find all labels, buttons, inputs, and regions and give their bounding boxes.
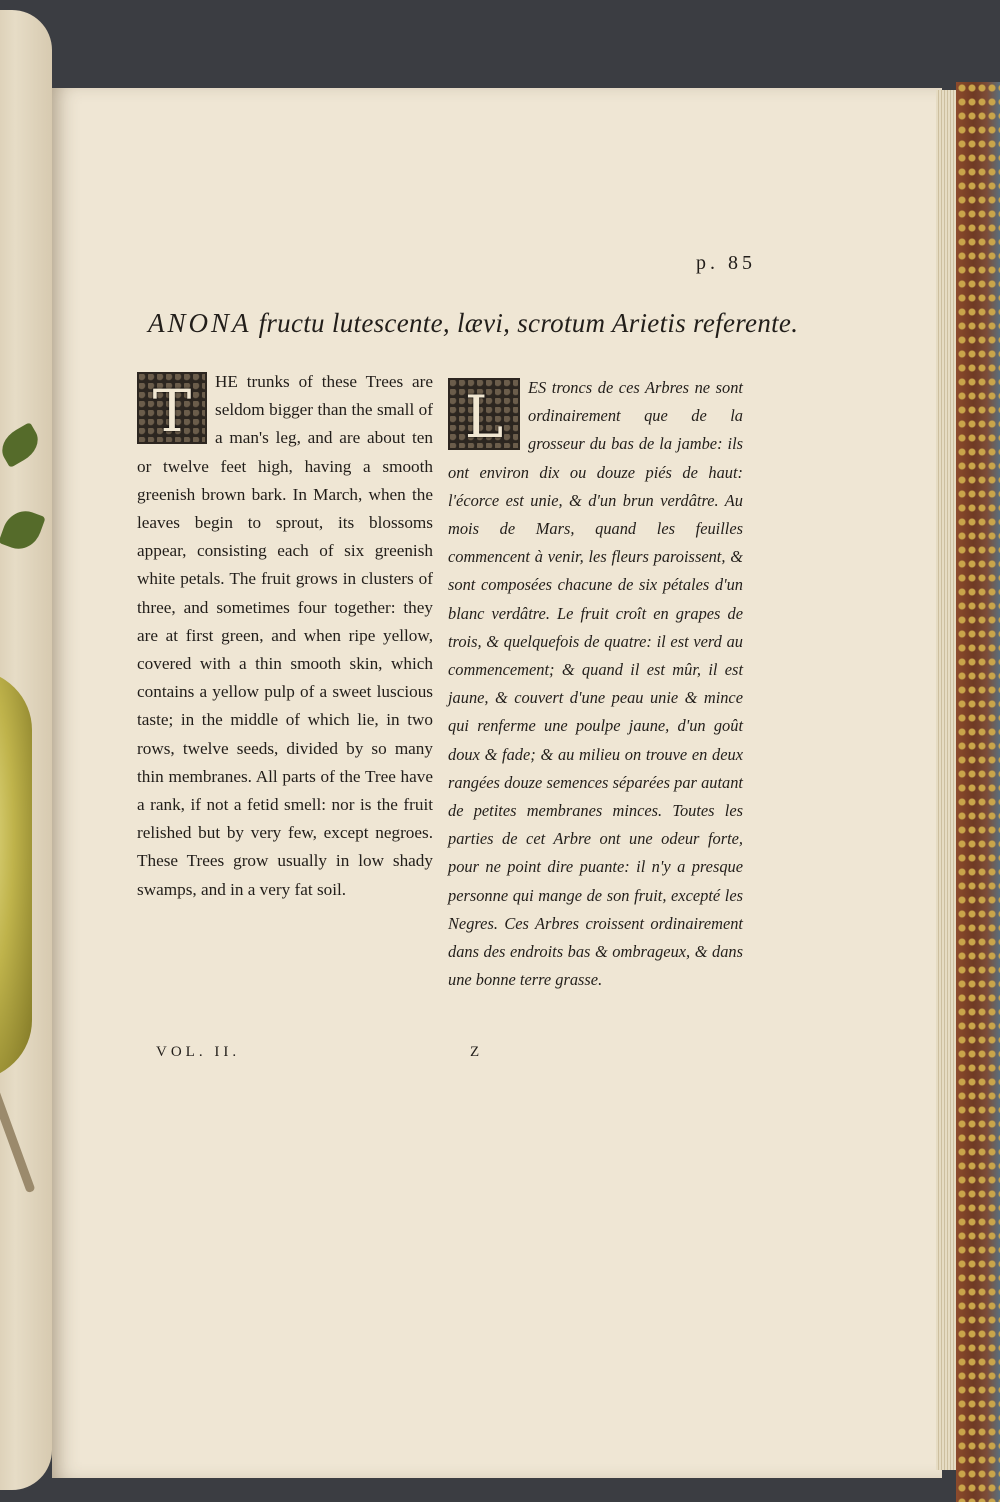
french-text: ES troncs de ces Arbres ne sont ordinairement que de la grosseur du bas de la jambe: ils ont environ dix ou douze piés de haut: l'écorce est unie, & d'un brun verdâtre. Au mois de Mars, quand les feuilles commencent à venir, les fleurs paroissent, & sont composées chacune de six pétales d'un blanc verdâtre. Le fruit croît en grapes de trois, & quelquefois de quatre: il est verd au commencement; & quand il est mûr, il est jaune, & couvert d'une peau unie & mince qui renferme une poulpe jaune, d'un goût doux & fade; & au milieu on trouve en deux rangées douze semences séparées par autant de petites membranes minces. Toutes les parties de cet Arbre ont une odeur forte, pour ne point dire puante: il n'y a presque personne qui mange de son fruit, excepté les Negres. Ces Arbres croissent ordinairement dans des endroits bas & ombrageux, & dans une bonne terre grasse. — [448, 378, 743, 990]
page-edges — [936, 90, 958, 1470]
signature-mark: Z — [470, 1044, 480, 1060]
marbled-cover — [956, 82, 1000, 1502]
english-dropcap — [137, 372, 207, 444]
french-dropcap — [448, 378, 520, 450]
title-description: fructu lutescente, lævi, scrotum Arietis referente. — [251, 308, 799, 338]
page-number: p. 85 — [696, 252, 756, 274]
english-column — [137, 368, 433, 904]
page-title — [148, 308, 798, 339]
volume-label: VOL. II. — [156, 1044, 241, 1060]
anona-fruit-illustration — [0, 670, 32, 1080]
french-column — [448, 374, 743, 994]
title-genus: ANONA — [148, 308, 252, 338]
english-text: HE trunks of these Trees are seldom bigger than the small of a man's leg, and are about ten or twelve feet high, having a smooth greenish brown bark. In March, when the leaves begin to sprout, its blossoms appear, consisting each of six greenish white petals. The fruit grows in clusters of three, and sometimes four together: they are at first green, and when ripe yellow, covered with a thin smooth skin, which contains a yellow pulp of a sweet luscious taste; in the middle of which lie, in two rows, twelve seeds, divided by so many thin membranes. All parts of the Tree have a rank, if not a fetid smell: nor is the fruit relished but by very few, except negroes. These Trees grow usually in low shady swamps, and in a very fat soil. — [137, 372, 433, 899]
french-dropcap-letter: L — [464, 383, 504, 451]
english-dropcap-letter: T — [152, 377, 192, 445]
